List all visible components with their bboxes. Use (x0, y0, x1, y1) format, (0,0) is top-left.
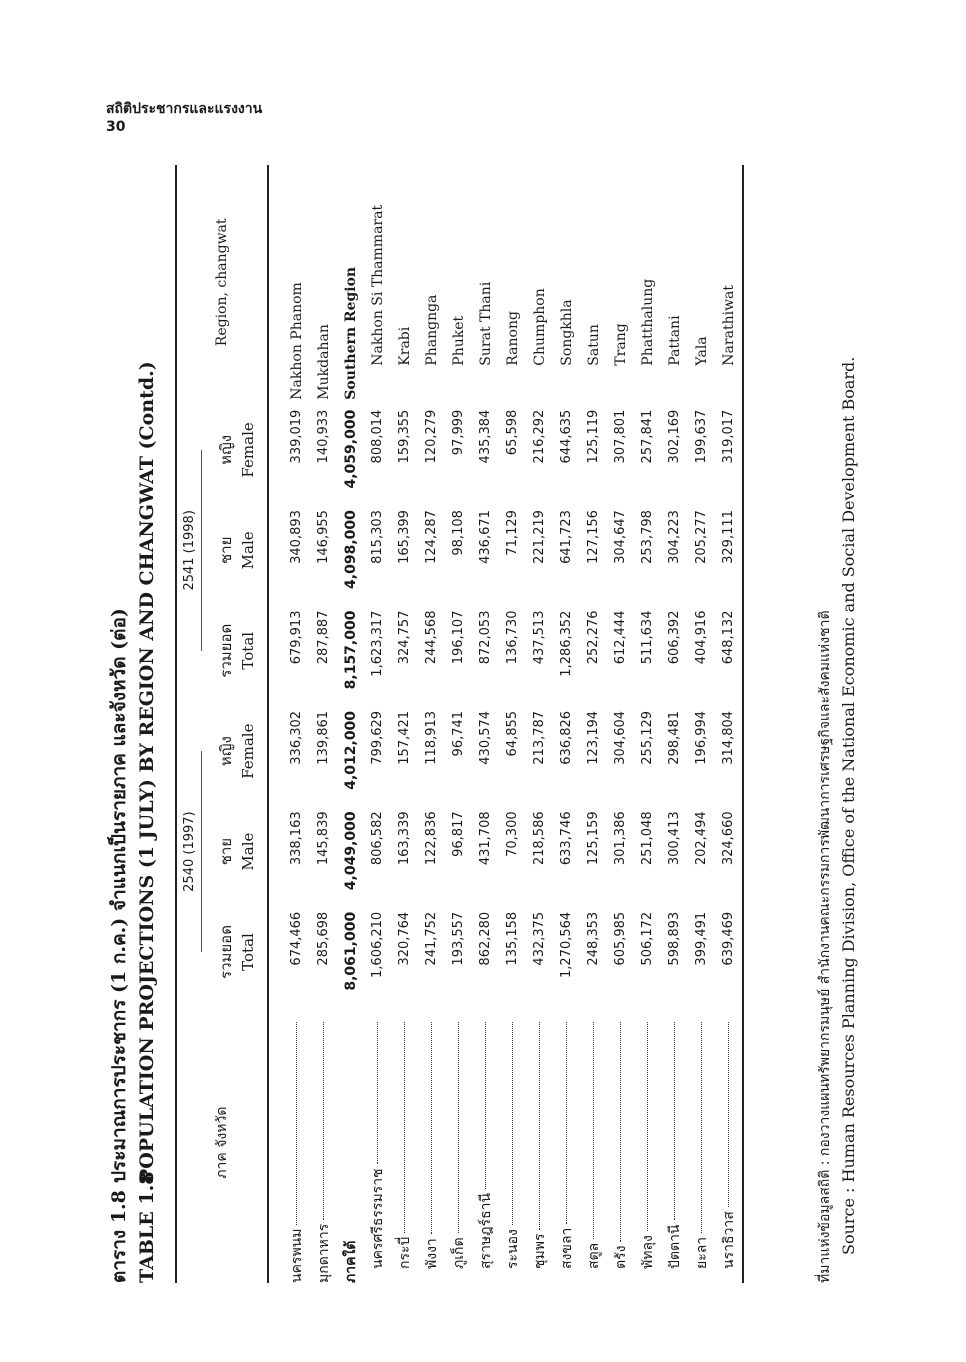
thai-region-name (391, 1002, 418, 1283)
male-1998-cell: 304,647 (613, 510, 628, 564)
thai-region-label: สงขลา (558, 1227, 575, 1269)
table-body (268, 165, 742, 1283)
female-1998-cell: 216,292 (532, 409, 547, 464)
total-1997-cell: 320,764 (397, 911, 412, 966)
dot-leader (295, 1022, 297, 1224)
thai-region-name (553, 1002, 580, 1283)
female-1998-cell: 65,598 (505, 409, 520, 456)
source-note (813, 153, 861, 1283)
male-1997-cell: 202,494 (694, 811, 709, 866)
male-1998-cell: 4,098,000 (342, 510, 359, 589)
female-1997-header: หญิง Female (217, 723, 257, 779)
english-title-line (133, 153, 161, 1283)
total-1998-cell: 244,568 (424, 610, 439, 665)
female-1998-cell: 199,637 (694, 409, 709, 464)
total-1998-cell: 648,132 (721, 610, 736, 665)
thai-region-name (310, 1002, 337, 1283)
dot-leader (322, 1022, 324, 1220)
male-1997-cell: 300,413 (667, 811, 682, 866)
total-1998-cell: 196,107 (451, 610, 466, 665)
thai-region-label: ภาคใต้ (342, 1240, 359, 1283)
female-1997-cell: 196,994 (694, 710, 709, 765)
population-table (175, 165, 744, 1283)
thai-region-name (688, 1002, 715, 1283)
dot-leader (484, 1022, 486, 1189)
total-1998-cell: 872,053 (478, 610, 493, 665)
dot-leader (592, 1022, 594, 1239)
dot-leader (457, 1022, 459, 1233)
male-1998-cell: 98,108 (451, 510, 466, 556)
total-1997-cell: 862,280 (478, 911, 493, 966)
thai-title-line (105, 153, 133, 1283)
total-1998-cell: 511,634 (640, 610, 655, 665)
page-header (106, 100, 262, 136)
thai-region-label: ปัตตานี (666, 1224, 683, 1269)
female-1998-cell: 257,841 (640, 409, 655, 464)
thai-region-label: นครศรีธรรมราช (369, 1168, 386, 1269)
male-1997-cell: 218,586 (532, 811, 547, 866)
female-1998-cell: 140,933 (316, 409, 331, 464)
dot-leader (403, 1022, 405, 1232)
total-1997-cell: 248,353 (586, 911, 601, 966)
female-1998-header: หญิง Female (217, 422, 257, 478)
table-row (364, 165, 391, 1283)
dot-leader (673, 1022, 675, 1220)
table-row (268, 165, 310, 1283)
total-1997-cell: 1,606,210 (370, 911, 385, 978)
english-region-name: Songkhla (558, 299, 575, 366)
female-1997-cell: 636,826 (559, 710, 574, 765)
total-1998-cell: 8,157,000 (342, 610, 359, 690)
thai-region-label: พัทลุง (639, 1235, 656, 1269)
dot-leader (376, 1022, 378, 1164)
male-1998-cell: 71,129 (505, 510, 520, 556)
english-region-name: Mukdahan (315, 324, 332, 400)
female-1997-cell: 64,855 (505, 710, 520, 757)
thai-region-name (607, 1002, 634, 1283)
english-region-name: Ranong (504, 311, 521, 366)
thai-region-label: มุกดาหาร (315, 1223, 332, 1283)
female-1997-cell: 139,861 (316, 710, 331, 765)
female-1998-cell: 120,279 (424, 409, 439, 464)
male-1997-cell: 163,339 (397, 811, 412, 866)
male-1997-cell: 431,708 (478, 811, 493, 866)
thai-region-label: ยะลา (693, 1236, 710, 1269)
female-1998-cell: 644,635 (559, 409, 574, 464)
male-1997-cell: 324,660 (721, 811, 736, 866)
english-region-name: Pattani (666, 315, 683, 366)
dot-leader (430, 1022, 432, 1234)
dot-leader (727, 1022, 729, 1207)
female-1997-cell: 213,787 (532, 710, 547, 765)
male-1998-cell: 124,287 (424, 510, 439, 564)
total-1997-cell: 193,557 (451, 911, 466, 966)
thai-region-label: ชุมพร (531, 1233, 548, 1269)
male-1998-cell: 340,893 (289, 510, 304, 564)
thai-region-name (634, 1002, 661, 1283)
female-1998-cell: 808,014 (370, 409, 385, 464)
male-1997-cell: 633,746 (559, 811, 574, 866)
female-1997-cell: 430,574 (478, 710, 493, 765)
male-1998-cell: 253,798 (640, 510, 655, 564)
male-1998-cell: 329,111 (721, 510, 736, 564)
total-1997-cell: 1,270,564 (559, 911, 574, 978)
male-1997-cell: 145,839 (316, 811, 331, 866)
table-row (391, 165, 418, 1283)
english-region-name: Narathiwat (720, 284, 737, 366)
male-1998-cell: 165,399 (397, 510, 412, 564)
page-number: 30 (106, 119, 126, 135)
english-region-name: Phatthalung (639, 278, 656, 366)
female-1997-cell: 304,604 (613, 710, 628, 765)
total-1998-cell: 1,286,352 (559, 610, 574, 677)
male-1998-header: ชาย Male (217, 531, 257, 570)
male-1997-cell: 4,049,000 (342, 811, 359, 891)
table-titles (105, 153, 161, 1283)
english-region-name: Surat Thani (477, 281, 494, 366)
table-row (472, 165, 499, 1283)
thai-region-name (472, 1002, 499, 1283)
male-1997-cell: 251,048 (640, 811, 655, 866)
male-1998-cell: 146,955 (316, 510, 331, 564)
female-1998-cell: 319,017 (721, 409, 736, 464)
table-row (445, 165, 472, 1283)
total-1997-cell: 285,698 (316, 911, 331, 966)
female-1998-cell: 339,019 (289, 409, 304, 464)
english-table-label: TABLE 1.8 (136, 1171, 158, 1283)
table-row (580, 165, 607, 1283)
female-1997-cell: 123,194 (586, 710, 601, 765)
table-row (337, 165, 364, 1283)
table-row (661, 165, 688, 1283)
table-row (310, 165, 337, 1283)
male-1998-cell: 641,723 (559, 510, 574, 564)
male-1997-cell: 122,836 (424, 811, 439, 866)
male-1998-cell: 127,156 (586, 510, 601, 564)
table-row (634, 165, 661, 1283)
total-1997-cell: 399,491 (694, 911, 709, 966)
male-1998-cell: 221,219 (532, 510, 547, 564)
female-1998-cell: 435,384 (478, 409, 493, 464)
thai-region-name (337, 1002, 364, 1283)
total-1997-cell: 605,985 (613, 911, 628, 966)
total-1997-cell: 135,158 (505, 911, 520, 966)
total-1997-cell: 241,752 (424, 911, 439, 966)
english-region-name: Southern Region (342, 266, 359, 400)
total-1998-cell: 252,276 (586, 610, 601, 665)
table-row (499, 165, 526, 1283)
total-1998-cell: 606,392 (667, 610, 682, 665)
english-region-header: Region, changwat (214, 218, 230, 347)
female-1997-cell: 799,629 (370, 710, 385, 765)
source-thai: ที่มาแห่งข้อมูลสถิติ : กองวางแผนทรัพยากรมนุษย์ สำนักงานคณะกรรมการพัฒนาการเศรษฐกิจและสังคมแห่งชาติ (817, 610, 833, 1283)
english-region-name: Nakhon Si Thammarat (369, 204, 386, 366)
thai-region-label: สตูล (585, 1242, 602, 1269)
female-1997-cell: 157,421 (397, 710, 412, 765)
source-english: Source : Human Resources Planning Division, Office of the National Economic and Social Development Board. (839, 356, 858, 1255)
thai-table-title: ประมาณการประชากร (1 ก.ค.) จำแนกเป็นรายภาค และจังหวัด (ต่อ) (108, 608, 130, 1183)
thai-table-label: ตาราง 1.8 (108, 1190, 130, 1283)
rotated-table-page (105, 153, 865, 1283)
total-1997-cell: 8,061,000 (342, 911, 359, 991)
male-1998-cell: 304,223 (667, 510, 682, 564)
total-1998-cell: 612,444 (613, 610, 628, 665)
total-1998-cell: 287,887 (316, 610, 331, 665)
thai-region-name (418, 1002, 445, 1283)
total-1997-cell: 598,893 (667, 911, 682, 966)
dot-leader (511, 1022, 513, 1225)
table-row (526, 165, 553, 1283)
table-row (607, 165, 634, 1283)
thai-region-name (526, 1002, 553, 1283)
male-1997-cell: 301,386 (613, 811, 628, 866)
english-region-name: Phangnga (423, 294, 440, 366)
male-1997-cell: 338,163 (289, 811, 304, 866)
total-1998-cell: 437,513 (532, 610, 547, 665)
thai-region-label: นครพนม (288, 1228, 305, 1283)
dot-leader (619, 1022, 621, 1241)
female-1998-cell: 4,059,000 (342, 409, 359, 489)
thai-region-label: พังงา (423, 1238, 440, 1269)
female-1997-cell: 4,012,000 (342, 710, 359, 790)
english-region-name: Satun (585, 324, 602, 366)
male-1997-header: ชาย Male (217, 832, 257, 871)
table-row (715, 165, 742, 1283)
english-region-name: Trang (612, 323, 629, 366)
female-1997-cell: 298,481 (667, 710, 682, 765)
female-1998-cell: 302,169 (667, 409, 682, 464)
total-1998-header: รวมยอด Total (217, 623, 257, 678)
female-1997-cell: 255,129 (640, 710, 655, 765)
total-1997-cell: 674,466 (289, 911, 304, 966)
english-region-name: Nakhon Phanom (288, 282, 305, 400)
total-1998-cell: 136,730 (505, 610, 520, 665)
thai-region-name (364, 1002, 391, 1283)
male-1998-cell: 815,303 (370, 510, 385, 564)
thai-region-name (580, 1002, 607, 1283)
female-1998-cell: 307,801 (613, 409, 628, 464)
male-1997-cell: 96,817 (451, 811, 466, 857)
total-1998-cell: 324,757 (397, 610, 412, 665)
total-1997-header: รวมยอด Total (217, 925, 257, 979)
english-region-name: Yala (693, 336, 710, 366)
thai-region-name (715, 1002, 742, 1283)
female-1998-cell: 97,999 (451, 409, 466, 456)
thai-region-header: ภาค จังหวัด (214, 1106, 230, 1179)
thai-region-label: ภูเก็ต (450, 1237, 467, 1269)
dot-leader (646, 1022, 648, 1231)
female-1997-cell: 336,302 (289, 710, 304, 765)
female-1998-cell: 125,119 (586, 409, 601, 464)
dot-leader (700, 1022, 702, 1233)
female-1997-cell: 118,913 (424, 710, 439, 765)
male-1998-cell: 205,277 (694, 510, 709, 564)
table-row (553, 165, 580, 1283)
female-1997-cell: 314,804 (721, 710, 736, 765)
male-1997-cell: 125,159 (586, 811, 601, 866)
dot-leader (565, 1022, 567, 1223)
english-region-name: Chumphon (531, 288, 548, 366)
thai-region-label: นราธิวาส (720, 1211, 737, 1269)
table-row (418, 165, 445, 1283)
english-region-name: Phuket (450, 315, 467, 366)
running-header-title: สถิติประชากรและแรงงาน (106, 101, 263, 117)
total-1997-cell: 639,469 (721, 911, 736, 966)
thai-region-name (661, 1002, 688, 1283)
thai-region-label: กระบี่ (396, 1236, 413, 1269)
table-row (688, 165, 715, 1283)
total-1998-cell: 679,913 (289, 610, 304, 665)
total-1998-cell: 1,623,317 (370, 610, 385, 677)
female-1998-cell: 159,355 (397, 409, 412, 464)
year-1997-header: 2540 (1997) (177, 701, 207, 1002)
total-1997-cell: 432,375 (532, 911, 547, 966)
english-table-title: POPULATION PROJECTIONS (1 JULY) BY REGION AND CHANGWAT (Contd.) (136, 361, 158, 1183)
english-region-name: Krabi (396, 326, 413, 366)
male-1998-cell: 436,671 (478, 510, 493, 564)
male-1997-cell: 70,300 (505, 811, 520, 857)
female-1997-cell: 96,741 (451, 710, 466, 757)
thai-region-label: ระนอง (504, 1229, 521, 1269)
male-1997-cell: 806,582 (370, 811, 385, 866)
dot-leader (538, 1022, 540, 1229)
total-1997-cell: 506,172 (640, 911, 655, 966)
thai-region-name (268, 1002, 310, 1283)
thai-region-label: ตรัง (612, 1245, 629, 1269)
year-1998-header: 2541 (1998) (177, 400, 207, 701)
thai-region-name (445, 1002, 472, 1283)
year-header-row (177, 165, 207, 1283)
thai-region-label: สุราษฎร์ธานี (477, 1192, 494, 1269)
total-1998-cell: 404,916 (694, 610, 709, 665)
thai-region-name (499, 1002, 526, 1283)
